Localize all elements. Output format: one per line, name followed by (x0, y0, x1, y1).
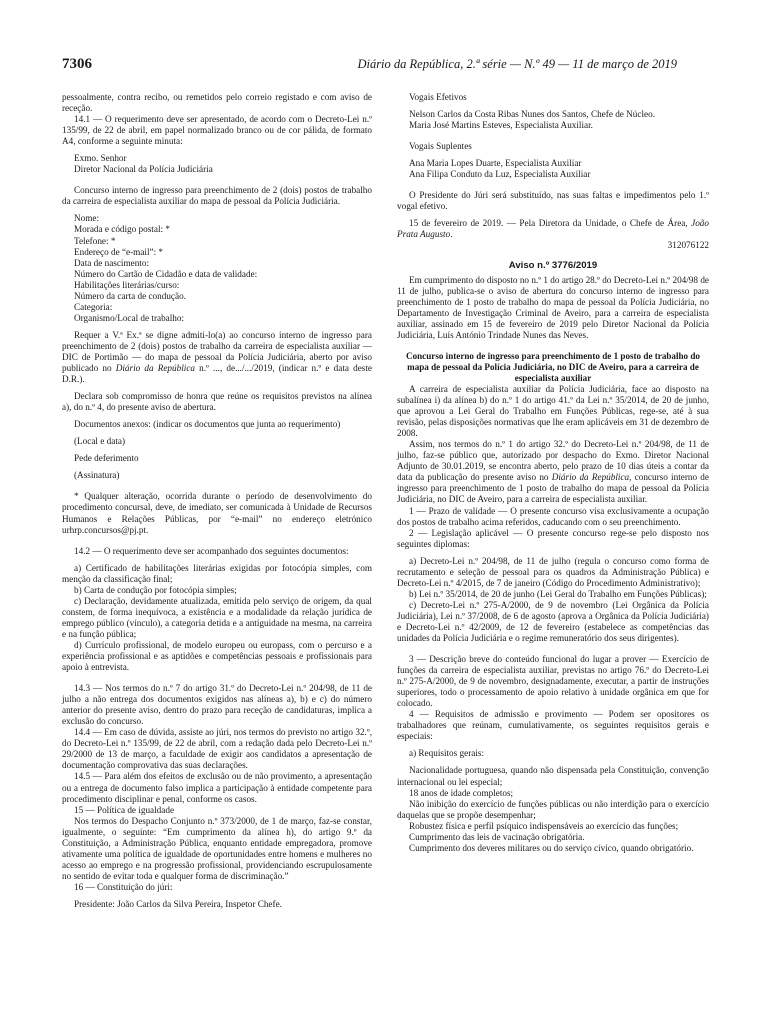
paragraph: 14.2 — O requerimento deve ser acompanhado dos seguintes documentos: (74, 545, 349, 556)
right-column (397, 92, 709, 854)
paragraph: 14.5 — Para além dos efeitos de exclusão ou de não provimento, a apresentação ou a entrega de documento falso implica a participação à entidade competente para procedimento disciplinar e penal, conforme os casos. (62, 771, 372, 804)
reference-number: 312076122 (667, 240, 709, 251)
paragraph: Vogais Efetivos (409, 92, 467, 102)
form-field: Organismo/Local de trabalho: (74, 312, 185, 323)
page-number: 7306 (62, 56, 92, 72)
form-field: Número do Cartão de Cidadão e data de validade: (74, 268, 258, 279)
paragraph: Maria José Martins Esteves, Especialista Auxiliar. (409, 120, 593, 131)
list-item: Não inibição do exercício de funções públicas ou não interdição para o exercício daquelas que se propõe desempenhar; (397, 798, 709, 820)
journal-title: Diário da República, 2.ª série — N.º 49 — 11 de março de 2019 (357, 57, 677, 71)
paragraph: (Local e data) (74, 436, 126, 447)
paragraph: pessoalmente, contra recibo, ou remetidos pelo correio registado e com aviso de receção. (62, 92, 372, 114)
list-item: c) Declaração, devidamente atualizada, emitida pelo serviço de origem, da qual constem, de forma inequívoca, a existência e a modalidade da relação jurídica de emprego público (vínculo), a categoria detida e a antiguidade na mesma, na carreira e na função pública; (62, 595, 372, 639)
paragraph: 14.1 — O requerimento deve ser apresentado, de acordo com o Decreto-Lei n.º 135/99, de 22 de abril, em papel normalizado branco ou de cor pálida, de formato A4, conforme a seguinte minuta: (62, 114, 372, 147)
paragraph: Ana Filipa Conduto da Luz, Especialista Auxiliar (409, 169, 591, 180)
list-item: Robustez física e perfil psíquico indispensáveis ao exercício das funções; (409, 820, 679, 831)
list-item: b) Lei n.º 35/2014, de 20 de junho (Lei Geral do Trabalho em Funções Públicas); (409, 588, 707, 599)
notice-title: Aviso n.º 3776/2019 (508, 259, 598, 271)
paragraph: Presidente: João Carlos da Silva Pereira, Inspetor Chefe. (74, 899, 282, 909)
form-field: Categoria: (74, 301, 113, 312)
paragraph: a) Requisitos gerais: (409, 748, 485, 759)
list-item: b) Carta de condução por fotocópia simples; (74, 584, 237, 595)
list-item: 18 anos de idade completos; (409, 787, 514, 798)
list-item: Cumprimento das leis de vacinação obrigatória. (409, 831, 585, 842)
paragraph: O Presidente do Júri será substituído, nas suas faltas e impedimentos pelo 1.º vogal efetivo. (397, 190, 709, 212)
paragraph: Documentos anexos: (indicar os documentos que junta ao requerimento) (74, 419, 341, 430)
paragraph: 15 — Política de igualdade (74, 804, 175, 815)
list-item: Nacionalidade portuguesa, quando não dispensada pela Constituição, convenção internacional ou lei especial; (397, 765, 709, 787)
footnote: * Qualquer alteração, ocorrida durante o período de desenvolvimento do procedimento concursal, deve, de imediato, ser comunicada à Unidade de Recursos Humanos e Relações Públicas, por “e-mail” no endereço eletrónico urhrp.concursos@pj.pt. (62, 491, 372, 535)
left-column (62, 92, 372, 910)
form-field: Morada e código postal: * (74, 224, 170, 235)
address-line: Exmo. Senhor (74, 153, 127, 164)
form-field: Habilitações literárias/curso: (74, 279, 180, 290)
paragraph: Assim, nos termos do n.º 1 do artigo 32.º do Decreto-Lei n.º 204/98, de 11 de julho, faz-se público que, autorizado por despacho do Exmo. Diretor Nacional Adjunto de 30.01.2019, se encontra aberto, pelo prazo de 10 dias úteis a contar da data da publicação do presente aviso no Diário da República, concurso interno de ingresso para preenchimento de 1 posto de trabalho do mapa de pessoal da Polícia Judiciária, no DIC de Aveiro, para a carreira de especialista auxiliar. (397, 439, 709, 505)
paragraph: Ana Maria Lopes Duarte, Especialista Auxiliar (409, 158, 582, 169)
paragraph: 1 — Prazo de validade — O presente concurso visa exclusivamente a ocupação dos postos de trabalho acima referidos, caducando com o seu preenchimento. (397, 505, 709, 527)
form-field: Data de nascimento: (74, 257, 150, 268)
paragraph: Requer a V.ª Ex.ª se digne admiti-lo(a) ao concurso interno de ingresso para preenchimento de 2 (dois) postos de trabalho da carreira de especialista auxiliar — DIC de Portimão — do mapa de pessoal da Polícia Judiciária, aberto por aviso publicado no Diário da República n.º ..., de.../.../2019, (indicar n.º e data deste D.R.). (62, 329, 372, 385)
paragraph: (Assinatura) (74, 470, 120, 481)
form-field: Número da carta de condução. (74, 290, 186, 301)
paragraph: Concurso interno de ingresso para preenchimento de 2 (dois) postos de trabalho da carreira de especialista auxiliar do mapa de pessoal da Polícia Judiciária. (62, 185, 372, 207)
paragraph: Em cumprimento do disposto no n.º 1 do artigo 28.º do Decreto-Lei n.º 204/98 de 11 de julho, publica-se o aviso de abertura do concurso interno de ingresso para preenchimento de 1 posto de trabalho do mapa de pessoal da Polícia Judiciária, no Departamento de Investigação Criminal de Aveiro, para a carreira de especialista auxiliar, assinado em 15 de fevereiro de 2019 pelo Diretor Nacional da Polícia Judiciária, Luís António Trindade Nunes das Neves. (397, 274, 709, 340)
list-item: d) Currículo profissional, de modelo europeu ou europass, com o percurso e a experiência profissional e as aptidões e competências pessoais e profissionais para apoio à entrevista. (62, 639, 372, 673)
paragraph: 4 — Requisitos de admissão e provimento — Podem ser opositores os trabalhadores que reúnam, cumulativamente, os seguintes requisitos gerais e especiais: (397, 709, 709, 742)
list-item: c) Decreto-Lei n.º 275-A/2000, de 9 de novembro (Lei Orgânica da Polícia Judiciária), Lei n.º 37/2008, de 6 de agosto (aprova a Orgânica da Polícia Judiciária) e Decreto-Lei n.º 42/2009, de 12 de fevereiro (estabelece as competências das unidades da Polícia Judiciária e o regime remuneratório dos seus dirigentes). (397, 599, 709, 644)
list-item: a) Certificado de habilitações literárias exigidas por fotocópia simples, com menção da classificação final; (62, 562, 372, 584)
paragraph: 15 de fevereiro de 2019. — Pela Diretora da Unidade, o Chefe de Área, João Prata Augusto. (397, 218, 709, 240)
form-field: Nome: (74, 213, 100, 224)
paragraph: 14.3 — Nos termos do n.º 7 do artigo 31.º do Decreto-Lei n.º 204/98, de 11 de julho a não entrega dos documentos exigidos nas alíneas a), b) e c) do número anterior do presente aviso, dentro do prazo para receção de candidaturas, implica a exclusão do concurso. (62, 683, 372, 727)
form-fields (62, 213, 372, 323)
address-line: Diretor Nacional da Polícia Judiciária (74, 164, 213, 175)
form-field: Endereço de “e-mail”: * (74, 246, 164, 257)
paragraph: 16 — Constituição do júri: (74, 881, 173, 892)
list-item: a) Decreto-Lei n.º 204/98, de 11 de julho (regula o concurso como forma de recrutamento e seleção de pessoal para os quadros da Administração Pública) e Decreto-Lei n.º 4/2015, de 7 de janeiro (Código do Procedimento Administrativo); (397, 555, 709, 588)
form-field: Telefone: * (74, 235, 116, 246)
paragraph: 2 — Legislação aplicável — O presente concurso rege-se pelo disposto nos seguintes diplomas: (397, 527, 709, 549)
paragraph: Declara sob compromisso de honra que reúne os requisitos previstos na alínea a), do n.º 4, do presente aviso de abertura. (62, 391, 372, 413)
paragraph: 3 — Descrição breve do conteúdo funcional do lugar a prover — Exercício de funções da carreira de especialista auxiliar, previstas no artigo 76.º do Decreto-Lei n.º 275-A/2000, de 9 de novembro, designadamente, executar, a partir de instruções superiores, todo o processamento de apoio relativo à unidade orgânica em que for colocado. (397, 654, 709, 709)
paragraph: 14.4 — Em caso de dúvida, assiste ao júri, nos termos do previsto no artigo 32.º, do Decreto-Lei n.º 135/99, de 22 de abril, com a redação dada pelo Decreto-Lei n.º 29/2000 de 13 de março, a faculdade de exigir aos candidatos a apresentação de documentação comprovativa das suas declarações. (62, 727, 372, 771)
notice-subtitle: Concurso interno de ingresso para preenchimento de 1 posto de trabalho do mapa de pessoal da Polícia Judiciária, no DIC de Aveiro, para a carreira de especialista auxiliar (406, 350, 700, 383)
list-item: Cumprimento dos deveres militares ou do serviço cívico, quando obrigatório. (409, 842, 694, 853)
paragraph: Nos termos do Despacho Conjunto n.º 373/2000, de 1 de março, faz-se constar, igualmente, o seguinte: “Em cumprimento da alínea h), do artigo 9.º da Constituição, a Administração Pública, enquanto entidade empregadora, promove ativamente uma política de igualdade de oportunidades entre homens e mulheres no acesso ao emprego e na progressão profissional, providenciando escrupulosamente no sentido de evitar toda e qualquer forma de discriminação.” (62, 815, 372, 881)
paragraph: Vogais Suplentes (409, 141, 472, 152)
paragraph: A carreira de especialista auxiliar da Polícia Judiciária, face ao disposto na subalínea i) da alínea b) do n.º 1 do artigo 41.º da Lei n.º 35/2014, de 20 de junho, que aprovou a Lei Geral do Trabalho em Funções Públicas, rege-se, até à sua revisão, pelas disposições normativas que lhe eram aplicáveis em 31 de dezembro de 2008. (397, 383, 710, 439)
paragraph: Pede deferimento (74, 453, 139, 464)
paragraph: Nelson Carlos da Costa Ribas Nunes dos Santos, Chefe de Núcleo. (409, 109, 655, 120)
